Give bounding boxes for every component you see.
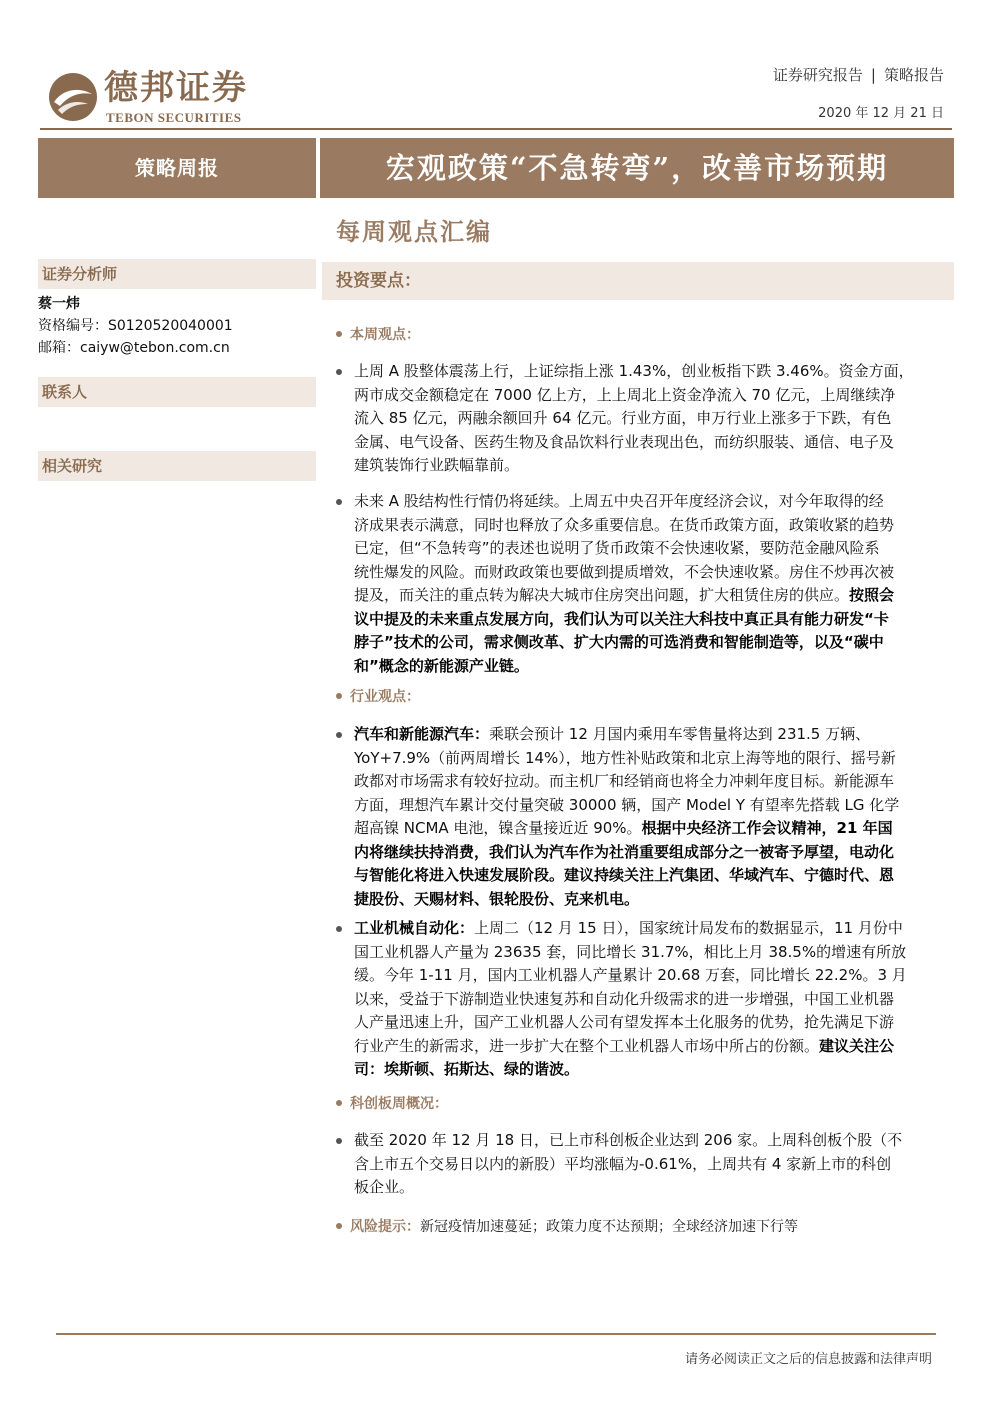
industry-view-label: 行业观点： <box>350 689 420 705</box>
weekly-paragraph-1 <box>336 360 946 478</box>
logo-english-name: TEBON SECURITIES <box>106 110 242 125</box>
bullet-icon <box>336 369 342 375</box>
text-line: 济成果表示满意，同时也释放了众多重要信息。在货币政策方面，政策收紧的趋势 <box>354 515 895 534</box>
star-market-paragraph <box>336 1129 946 1200</box>
bullet-icon <box>336 732 342 738</box>
risk-label: 风险提示： <box>350 1219 420 1235</box>
bold-text: 与智能化将进入快速发展阶段。建议持续关注上汽集团、华域汽车、宁德时代、恩 <box>354 866 895 884</box>
text-span: 乘联会预计 12 月国内乘用车零售量将达到 231.5 万辆、 <box>489 725 871 743</box>
header-divider <box>40 128 952 130</box>
bullet-icon <box>336 926 342 932</box>
bold-text: 建议关注公 <box>819 1036 895 1055</box>
weekly-view-heading <box>336 324 420 344</box>
footer-disclaimer[interactable]: 请务必阅读正文之后的信息披露和法律声明 <box>684 1352 932 1367</box>
text-span: 上周二（12 月 15 日），国家统计局发布的数据显示，11 月份中 <box>474 919 903 937</box>
bold-text: 司：埃斯顿、拓斯达、绿的谐波。 <box>354 1060 580 1078</box>
text-line <box>354 1058 946 1082</box>
text-line: 板企业。 <box>354 1178 415 1196</box>
report-type-a: 证券研究报告 <box>772 66 863 84</box>
text-line <box>354 864 946 888</box>
robot-label: 工业机械自动化： <box>354 919 475 937</box>
footer-divider <box>56 1333 936 1335</box>
text-span: 行业产生的新需求，进一步扩大在整个工业机器人市场中所占的份额。 <box>354 1036 820 1055</box>
analyst-email[interactable]: 邮箱：caiyw@tebon.com.cn <box>38 340 230 356</box>
text-line: 建筑装饰行业跌幅靠前。 <box>354 456 520 474</box>
text-line: YoY+7.9%（前两周增长 14%），地方性补贴政策和北京上海等地的限行、摇号新 <box>354 748 896 767</box>
text-line <box>354 608 946 632</box>
report-title: 宏观政策“不急转弯”，改善市场预期 <box>320 138 954 198</box>
industry-view-heading <box>336 686 420 706</box>
text-line: 流入 85 亿元，两融余额回升 64 亿元。行业方面，申万行业上涨多于下跌，有色 <box>354 409 892 427</box>
text-line <box>354 817 946 841</box>
analyst-name: 蔡一炜 <box>38 296 80 312</box>
bold-text: 按照会 <box>849 586 895 604</box>
bold-text: 议中提及的未来重点发展方向，我们认为可以关注大科技中真正具有能力研发“卡 <box>354 609 889 628</box>
report-subtitle: 每周观点汇编 <box>336 217 492 246</box>
text-line <box>354 655 946 679</box>
bullet-icon <box>336 1100 342 1106</box>
bold-text: 和”概念的新能源产业链。 <box>354 656 529 675</box>
text-span: 提及，而关注的重点转为解决大城市住房突出问题，扩大租赁住房的供应。 <box>354 586 850 604</box>
investment-highlights-heading: 投资要点： <box>322 262 954 300</box>
analyst-heading: 证券分析师 <box>38 259 316 289</box>
contact-heading: 联系人 <box>38 377 316 407</box>
text-line: 已定，但“不急转弯”的表述也说明了货币政策不会快速收紧，要防范金融风险系 <box>354 539 880 557</box>
text-line: 人产量迅速上升，国产工业机器人公司有望发挥本土化服务的优势，抢先满足下游 <box>354 1013 895 1031</box>
category-banner: 策略周报 <box>38 138 316 198</box>
text-line: 政都对市场需求有较好拉动。而主机厂和经销商也将全力冲刺年度目标。新能源车 <box>354 772 895 790</box>
bold-text: 内将继续扶持消费，我们认为汽车作为社消重要组成部分之一被寄予厚望，电动化 <box>354 842 895 861</box>
text-line <box>354 723 946 747</box>
bullet-icon <box>336 499 342 505</box>
text-line: 国工业机器人产量为 23635 套，同比增长 31.7%，相比上月 38.5%的增速有所放 <box>354 942 907 961</box>
text-line: 未来 A 股结构性行情仍将延续。上周五中央召开年度经济会议，对今年取得的经 <box>354 492 884 510</box>
bold-text: 根据中央经济工作会议精神，21 年国 <box>641 819 893 837</box>
text-line <box>354 917 946 941</box>
bold-text: 脖子”技术的公司，需求侧改革、扩大内需的可选消费和智能制造等，以及“碳中 <box>354 633 884 651</box>
text-line: 以来，受益于下游制造业快速复苏和自动化升级需求的进一步增强，中国工业机器 <box>354 989 895 1008</box>
bullet-icon <box>336 693 342 699</box>
separator: | <box>870 66 876 84</box>
risk-warning <box>336 1216 798 1236</box>
text-line: 截至 2020 年 12 月 18 日，已上市科创板企业达到 206 家。上周科创板个股（不 <box>354 1131 903 1149</box>
text-line <box>354 1035 946 1059</box>
related-research-heading: 相关研究 <box>38 451 316 481</box>
tebon-logo-icon <box>48 72 98 122</box>
text-line: 上周 A 股整体震荡上行，上证综指上涨 1.43%，创业板指下跌 3.46%。资金方面， <box>354 362 914 380</box>
weekly-view-label: 本周观点： <box>350 327 420 343</box>
text-line: 两市成交金额稳定在 7000 亿上方，上上周北上资金净流入 70 亿元，上周继续净 <box>354 385 896 404</box>
robot-paragraph <box>336 917 946 1082</box>
text-line <box>354 888 946 912</box>
auto-label: 汽车和新能源汽车： <box>354 725 490 743</box>
bold-text: 捷股份、天赐材料、银轮股份、克来机电。 <box>354 889 640 908</box>
report-type <box>773 64 944 85</box>
star-market-label: 科创板周概况： <box>350 1096 448 1112</box>
report-date: 2020 年 12 月 21 日 <box>818 106 944 121</box>
weekly-paragraph-2 <box>336 490 946 678</box>
text-line: 缓。今年 1-11 月，国内工业机器人产量累计 20.68 万套，同比增长 22.2%。3 月 <box>354 966 907 984</box>
bullet-icon <box>336 1223 342 1229</box>
logo-chinese-name: 德邦证券 <box>104 68 248 108</box>
analyst-license: 资格编号：S0120520040001 <box>38 318 233 334</box>
report-type-b: 策略报告 <box>883 66 944 84</box>
text-line: 金属、电气设备、医药生物及食品饮料行业表现出色，而纺织服装、通信、电子及 <box>354 432 895 451</box>
auto-paragraph <box>336 723 946 911</box>
text-line <box>354 631 946 655</box>
text-line <box>354 841 946 865</box>
text-line: 方面，理想汽车累计交付量突破 30000 辆，国产 Model Y 有望率先搭载 LG 化学 <box>354 795 900 814</box>
star-market-heading <box>336 1093 448 1113</box>
text-line <box>354 584 946 608</box>
bullet-icon <box>336 1138 342 1144</box>
text-span: 超高镍 NCMA 电池，镍含量接近近 90%。 <box>354 819 642 837</box>
text-line: 统性爆发的风险。而财政政策也要做到提质增效，不会快速收紧。房住不炒再次被 <box>354 562 895 581</box>
risk-text: 新冠疫情加速蔓延；政策力度不达预期；全球经济加速下行等 <box>420 1219 798 1235</box>
bullet-icon <box>336 331 342 337</box>
text-line: 含上市五个交易日以内的新股）平均涨幅为-0.61%，上周共有 4 家新上市的科创 <box>354 1154 892 1173</box>
